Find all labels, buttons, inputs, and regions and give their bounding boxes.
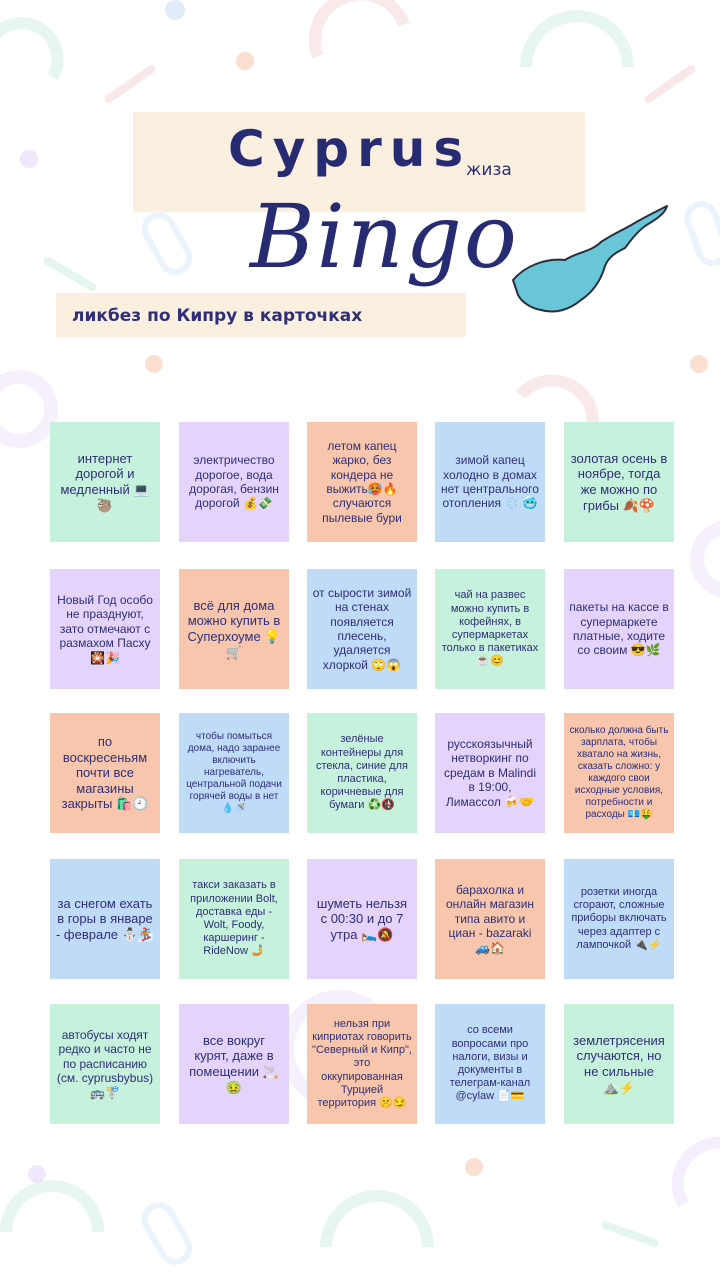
bingo-card-text: всё для дома можно купить в Суперхоуме 💡🛒	[187, 597, 281, 660]
bingo-card-text: зимой капец холодно в домах нет центрального отопления ❄️ 🥶	[441, 453, 539, 511]
bingo-card	[435, 1004, 545, 1124]
bingo-card-text: пакеты на кассе в супермаркете платные, ходите со своим 😎🌿	[569, 600, 669, 658]
bingo-card	[564, 569, 674, 689]
bingo-card	[179, 569, 289, 689]
decor-dash	[643, 64, 697, 105]
title-tag: жиза	[466, 160, 512, 180]
bingo-card	[307, 1004, 417, 1124]
decor-dot	[28, 1165, 46, 1183]
bingo-card-text: барахолка и онлайн магазин типа авито и циан - bazaraki 🚙🏠	[445, 883, 535, 955]
bingo-card-text: от сырости зимой на стенах появляется плесень, удаляется хлоркой 🙄😱	[312, 585, 412, 672]
bingo-card	[50, 1004, 160, 1124]
bingo-grid	[50, 422, 676, 1134]
bingo-card	[435, 422, 545, 542]
bingo-card	[50, 713, 160, 833]
bingo-card	[307, 859, 417, 979]
bingo-card-text: со всеми вопросами про налоги, визы и документы в телеграм-канал @cylaw 📄💳	[449, 1024, 531, 1103]
bingo-card-text: нельзя при киприотах говорить "Северный и Кипр", это оккупированная Турцией территория 🤫😏	[312, 1017, 412, 1109]
page-title: Cyprus	[228, 120, 472, 178]
decor-dot	[690, 355, 708, 373]
bingo-card	[564, 859, 674, 979]
bingo-card-text: летом капец жарко, без кондера не выжить🥵🔥 случаются пылевые бури	[322, 438, 402, 525]
bingo-card	[307, 422, 417, 542]
bingo-card-text: по воскресеньям почти все магазины закрыты 🛍️🕘	[61, 734, 149, 812]
decor-dot	[165, 0, 185, 20]
bingo-card	[564, 422, 674, 542]
bingo-card-text: землетрясения случаются, но не сильные ⛰️⚡	[573, 1032, 665, 1095]
bingo-card-text: розетки иногда сгорают, сложные приборы включать через адаптер с лампочкой 🔌⚡	[571, 886, 667, 951]
bingo-card-text: зелёные контейнеры для стекла, синие для пластика, коричневые для бумаги ♻️🚯	[316, 733, 408, 812]
bingo-card	[307, 569, 417, 689]
bingo-card-text: Новый Год особо не празднуют, зато отмечают с размахом Пасху 🎇🎉	[57, 593, 153, 665]
decor-half-circle	[294, 0, 410, 58]
bingo-card	[50, 859, 160, 979]
decor-dash	[600, 1220, 659, 1248]
page-subtitle: ликбез по Кипру в карточках	[72, 306, 363, 326]
bingo-card-text: за снегом ехать в горы в январе - феврале ⛄🏂	[55, 895, 155, 942]
cyprus-map-icon	[505, 200, 675, 320]
decor-clip	[136, 1196, 199, 1271]
bingo-card	[50, 422, 160, 542]
bingo-card-text: такси заказать в приложении Bolt, доставка еды - Wolt, Foody, каршеринг - RideNow 🤳	[190, 879, 278, 958]
bingo-card	[564, 1004, 674, 1124]
bingo-card-text: чай на развес можно купить в кофейнях, в супермаркетах только в пакетиках ☕😊	[441, 589, 539, 668]
bingo-card	[179, 1004, 289, 1124]
bingo-card	[179, 713, 289, 833]
decor-clip	[136, 206, 199, 281]
bingo-card-text: интернет дорогой и медленный 💻🦥	[60, 450, 150, 513]
decor-clip	[680, 196, 720, 271]
decor-dash	[103, 64, 157, 105]
bingo-card	[307, 713, 417, 833]
decor-dot	[236, 52, 254, 70]
bingo-card	[179, 859, 289, 979]
decor-dash	[42, 256, 98, 293]
bingo-card-text: золотая осень в ноябре, тогда же можно по грибы 🍂🍄	[570, 450, 668, 513]
decor-dot	[465, 1158, 483, 1176]
bingo-card	[50, 569, 160, 689]
decor-half-circle	[0, 2, 79, 80]
script-title: Bingo	[250, 185, 519, 288]
bingo-card-text: электричество дорогое, вода дорогая, бензин дорогой 💰💸	[189, 453, 279, 511]
decor-half-circle	[520, 10, 634, 67]
decor-half-circle	[320, 1190, 434, 1247]
decor-dot	[145, 355, 163, 373]
bingo-card-text: сколько должна быть зарплата, чтобы хватало на жизнь, сказать сложно: у каждого свои исходные условия, потребности и расходы 💶🤑	[569, 725, 669, 820]
bingo-card-text: все вокруг курят, даже в помещении 🚬🤢	[189, 1032, 279, 1095]
bingo-card	[435, 859, 545, 979]
bingo-card	[564, 713, 674, 833]
decor-half-circle	[0, 1180, 104, 1232]
bingo-card-text: автобусы ходят редко и часто не по расписанию (см. cyprusbybus) 🚌🚏	[56, 1028, 154, 1100]
decor-dot	[20, 150, 38, 168]
bingo-card-text: чтобы помыться дома, надо заранее включить нагреватель, центральной подачи горячей воды в нет 💧🚿	[186, 731, 282, 814]
bingo-card-text: шуметь нельзя с 00:30 и до 7 утра 🛌🔕	[316, 895, 408, 942]
bingo-card-text: русскоязычный нетворкинг по средам в Malindi в 19:00, Лимассол 🍻🤝	[443, 737, 537, 809]
bingo-card	[179, 422, 289, 542]
bingo-card	[435, 569, 545, 689]
decor-ring	[690, 520, 720, 598]
bingo-card	[435, 713, 545, 833]
